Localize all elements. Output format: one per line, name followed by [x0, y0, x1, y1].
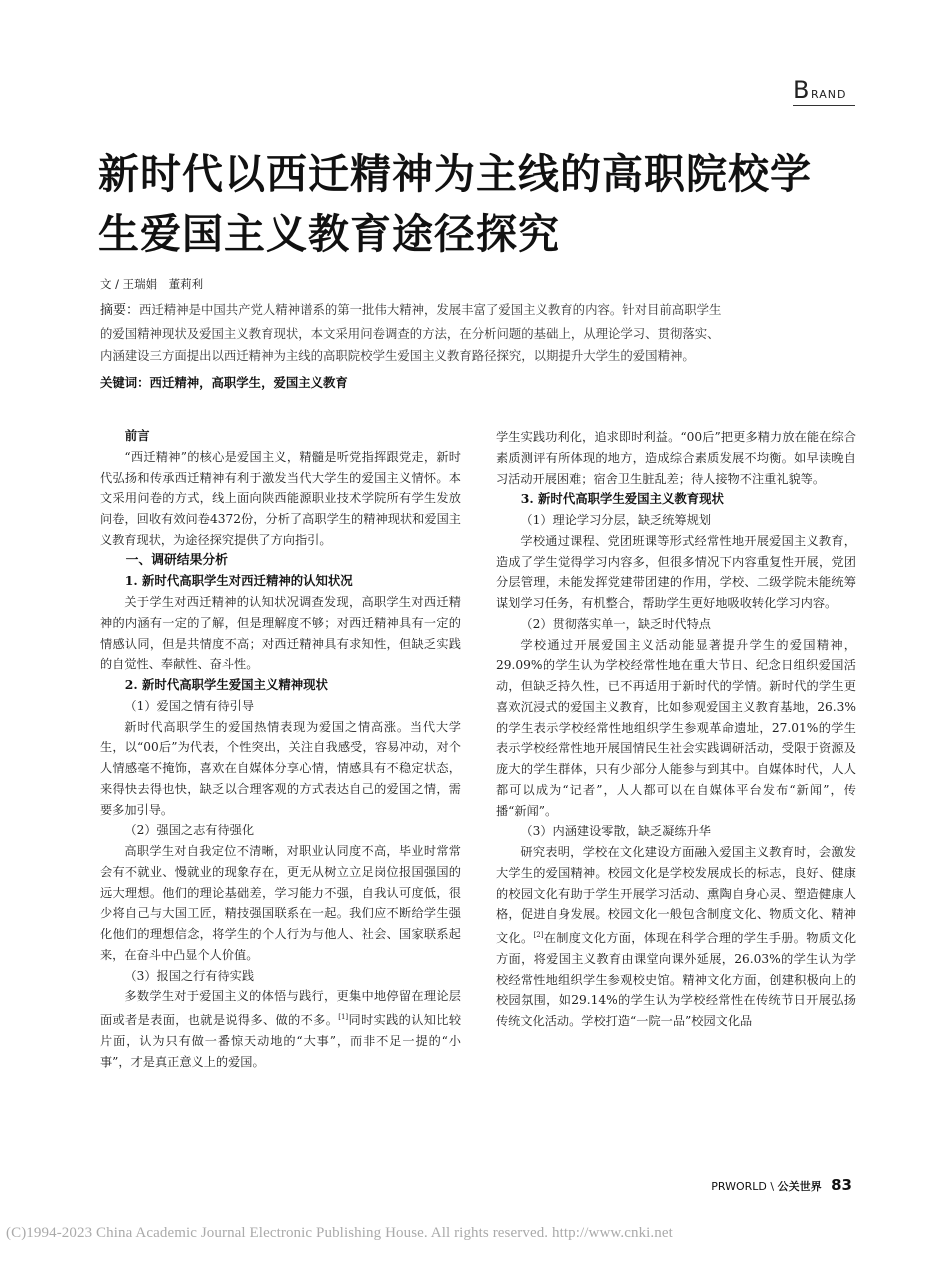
paragraph: 学校通过开展爱国主义活动能显著提升学生的爱国精神，29.09%的学生认为学校经常性地在重大节日、纪念日组织爱国活动，但缺乏持久性，已不再适用于新时代的学情。新时代的学生更喜欢沉浸式的爱国主义教育，比如参观爱国主义教育基地，26.3%的学生表示学校经常性地组织学生参观革命遗址，27.01%的学生表示学校经常性地开展国情民生社会实践调研活动，受限于资源及庞大的学生群体，只有少部分人能参与到其中。自媒体时代，人人都可以成为“记者”，人人都可以在自媒体平台发布“新闻”，传播“新闻”。	[496, 637, 856, 818]
brand-logo	[793, 78, 853, 104]
abstract-line: 西迁精神是中国共产党人精神谱系的第一批伟大精神，发展丰富了爱国主义教育的内容。针对目前高职学生	[139, 302, 722, 317]
abstract-label: 摘要：	[100, 303, 140, 318]
text-run: 多数学生对于爱国主义的体悟与践行，更集中地停留在理论层面或者是表面，也就是说得多、做的不多。	[100, 989, 461, 1027]
item-heading: （1）理论学习分层，缺乏统筹规划	[520, 513, 711, 527]
paragraph	[100, 986, 461, 1072]
subsection-heading: 2. 新时代高职学生爱国主义精神现状	[124, 677, 328, 692]
citation: [2]	[533, 931, 544, 939]
copyright-watermark: (C)1994-2023 China Academic Journal Electronic Publishing House. All rights reserved. http://www.cnki.net	[6, 1225, 673, 1241]
author-line: 文 / 王瑞娟 董莉利	[100, 277, 204, 291]
paragraph	[496, 842, 856, 1032]
paragraph: 高职学生对自我定位不清晰，对职业认同度不高，毕业时常常会有不就业、慢就业的现象存在，更无从树立立足岗位报国强国的远大理想。他们的理论基础差，学习能力不强，自我认可度低，很少将自己与大国工匠，精技强国联系在一起。我们应不断给学生强化他们的理想信念，将学生的个人行为与他人、社会、国家联系起来，在奋斗中凸显个人价值。	[100, 844, 461, 962]
paragraph: 学校通过课程、党团班课等形式经常性地开展爱国主义教育，造成了学生觉得学习内容多，但很多情况下内容重复性开展，党团分层管理，未能发挥党建带团建的作用，学校、二级学院未能统筹谋划学习任务，有机整合，帮助学生更好地吸收转化学习内容。	[496, 533, 856, 610]
item-heading: （2）强国之志有待强化	[124, 823, 255, 838]
title-line: 新时代以西迁精神为主线的高职院校学	[98, 150, 812, 198]
item-heading: （1）爱国之情有待引导	[124, 698, 255, 713]
item-heading: （2）贯彻落实单一，缺乏时代特点	[520, 616, 711, 631]
paragraph: 新时代高职学生的爱国热情表现为爱国之情高涨。当代大学生，以“00后”为代表，个性突出，关注自我感受，容易冲动，对个人情感毫不掩饰，喜欢在自媒体分享心情，情感具有不稳定状态，来得快去得也快，缺乏以合理客观的方式表达自己的爱国之情，需要多加引导。	[100, 719, 461, 817]
right-column	[496, 427, 856, 1032]
article-title	[98, 144, 858, 264]
item-heading: （3）内涵建设零散，缺乏凝练升华	[520, 824, 711, 839]
journal-name-cn: 公关世界	[777, 1180, 822, 1193]
left-column	[100, 426, 461, 1072]
paragraph: 关于学生对西迁精神的认知状况调查发现，高职学生对西迁精神的内涵有一定的了解，但是理解度不够；对西迁精神具有一定的情感认同，但是共情度不高；对西迁精神具有求知性，但缺乏实践的自觉性、奉献性、奋斗性。	[100, 595, 461, 672]
footer-separator: \	[770, 1180, 775, 1193]
citation: [1]	[338, 1013, 349, 1021]
abstract	[100, 299, 852, 368]
text-run: 在制度文化方面，体现在科学合理的学生手册。物质文化方面，将爱国主义教育由课堂向课外延展，26.03%的学生认为学校经常性地组织学生参观校史馆。精神文化方面，创建积极向上的校园氛围，如29.14%的学生认为学校经常性在传统节日开展弘扬传统文化活动。学校打造“一院一品”校园文化品	[496, 931, 857, 1028]
abstract-line: 的爱国精神现状及爱国主义教育现状，本文采用问卷调查的方法，在分析问题的基础上，从理论学习、贯彻落实、	[100, 325, 720, 341]
item-heading: （3）报国之行有待实践	[124, 968, 255, 983]
section-heading: 前言	[124, 428, 150, 443]
journal-name-en: PRWORLD	[711, 1180, 767, 1193]
brand-letter: B	[793, 76, 810, 104]
section-heading: 一、调研结果分析	[125, 552, 228, 568]
text-run: 研究表明，学校在文化建设方面融入爱国主义教育时，会激发大学生的爱国精神。校园文化是学校发展成长的标志，良好、健康的校园文化有助于学生开展学习活动、熏陶自身心灵、塑造健康人格，促进自身发展。校园文化一般包含制度文化、物质文化、精神文化。	[496, 845, 856, 945]
subsection-heading: 3. 新时代高职学生爱国主义教育现状	[520, 491, 724, 507]
paragraph: 学生实践功利化，追求即时利益。“00后”把更多精力放在能在综合素质测评有所体现的地方，造成综合素质发展不均衡。如早读晚自习活动开展困难；宿舍卫生脏乱差；待人接物不注重礼貌等。	[496, 430, 856, 486]
brand-text: RAND	[811, 88, 847, 101]
abstract-line: 内涵建设三方面提出以西迁精神为主线的高职院校学生爱国主义教育路径探究，以期提升大学生的爱国精神。	[100, 348, 695, 363]
subsection-heading: 1. 新时代高职学生对西迁精神的认知状况	[124, 573, 353, 589]
brand-underline	[793, 105, 855, 106]
title-line: 生爱国主义教育途径探究	[98, 210, 560, 258]
page-footer	[711, 1176, 852, 1194]
text-run: 同时实践的认知比较片面，认为只有做一番惊天动地的“大事”，而非不足一提的“小事”，才是真正意义上的爱国。	[100, 1013, 462, 1069]
page-number: 83	[831, 1176, 852, 1194]
paragraph: “西迁精神”的核心是爱国主义，精髓是听党指挥跟党走，新时代弘扬和传承西迁精神有利于激发当代大学生的爱国主义情怀。本文采用问卷的方式，线上面向陕西能源职业技术学院所有学生发放问卷，回收有效问卷4372份，分析了高职学生的精神现状和爱国主义教育现状，为途径探究提供了方向指引。	[100, 449, 461, 547]
keywords: 关键词：西迁精神，高职学生，爱国主义教育	[100, 375, 348, 390]
